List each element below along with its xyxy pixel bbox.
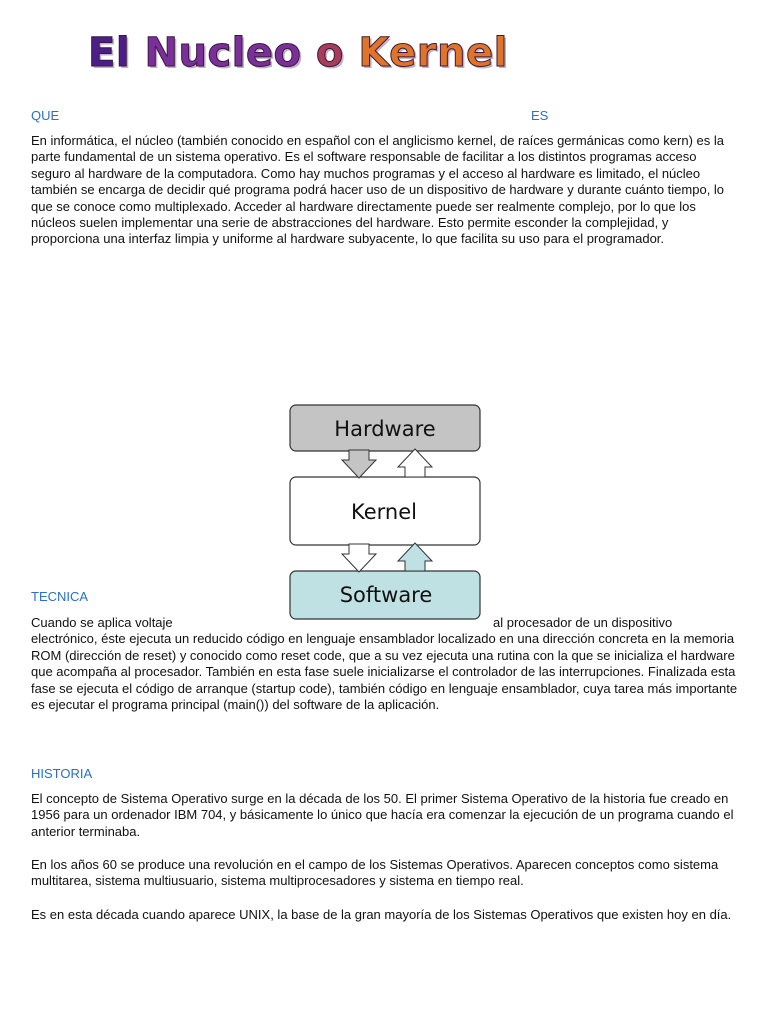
document-title: [88, 30, 508, 76]
arrow-kernel-to-hardware: [398, 449, 432, 477]
section-heading-que: QUE: [31, 108, 60, 123]
arrow-software-to-kernel: [398, 543, 432, 571]
title-word-kernel: Kernel: [358, 30, 508, 76]
section-heading-historia: HISTORIA: [31, 766, 93, 781]
kernel-diagram: [286, 400, 486, 625]
title-word-o: o: [315, 30, 344, 76]
historia-paragraph-1: El concepto de Sistema Operativo surge en la década de los 50. El primer Sistema Operativo de la historia fue creado en 1956 para un ordenador IBM 704, y básicamente lo único que hacía era comenzar la ejecución de un programa cuando el anterior terminaba.: [31, 791, 734, 839]
arrow-kernel-to-software: [342, 544, 376, 572]
diagram-label-kernel: Kernel: [351, 500, 417, 524]
historia-paragraph-2: En los años 60 se produce una revolución en el campo de los Sistemas Operativos. Aparecen conceptos como sistema multitarea, sistema multiusuario, sistema multiprocesadores y sistema en tiempo real.: [31, 857, 719, 889]
section-heading-es: ES: [531, 108, 549, 123]
title-word-nucleo: Nucleo: [144, 30, 302, 76]
diagram-label-hardware: Hardware: [334, 417, 436, 441]
historia-paragraph-3: Es en esta década cuando aparece UNIX, la base de la gran mayoría de los Sistemas Operativos que existen hoy en día.: [31, 907, 732, 922]
title-word-el: El: [88, 30, 131, 76]
tecnica-lead-text: Cuando se aplica voltaje: [31, 615, 173, 630]
diagram-label-software: Software: [339, 583, 433, 607]
arrow-hardware-to-kernel: [342, 450, 376, 478]
tecnica-paragraph: al procesador de un dispositivo electrónico, éste ejecuta un reducido código en lenguaje ensamblador localizado en una dirección concreta en la memoria ROM (dirección de reset) y conocido como reset code, que a su vez ejecuta una rutina con la que se inicializa el hardware que acompaña al procesador. También en esta fase suele inicializarse el controlador de las interrupciones. Finalizada esta fase se ejecuta el código de arranque (startup code), también código en lenguaje ensamblador, cuya tarea más importante es ejecutar el programa principal (main()) del software de la aplicación.: [31, 615, 738, 713]
intro-paragraph: En informática, el núcleo (también conocido en español con el anglicismo kernel, de raíces germánicas como kern) es la parte fundamental de un sistema operativo. Es el software responsable de facilitar a los distintos programas acceso seguro al hardware de la computadora. Como hay muchos programas y el acceso al hardware es limitado, el núcleo también se encarga de decidir qué programa podrá hacer uso de un dispositivo de hardware y durante cuánto tiempo, lo que se conoce como multiplexado. Acceder al hardware directamente puede ser realmente complejo, por lo que los núcleos suelen implementar una serie de abstracciones del hardware. Esto permite esconder la complejidad, y proporciona una interfaz limpia y uniforme al hardware subyacente, lo que facilita su uso para el programador.: [31, 133, 725, 247]
section-heading-tecnica: TECNICA: [31, 589, 89, 604]
